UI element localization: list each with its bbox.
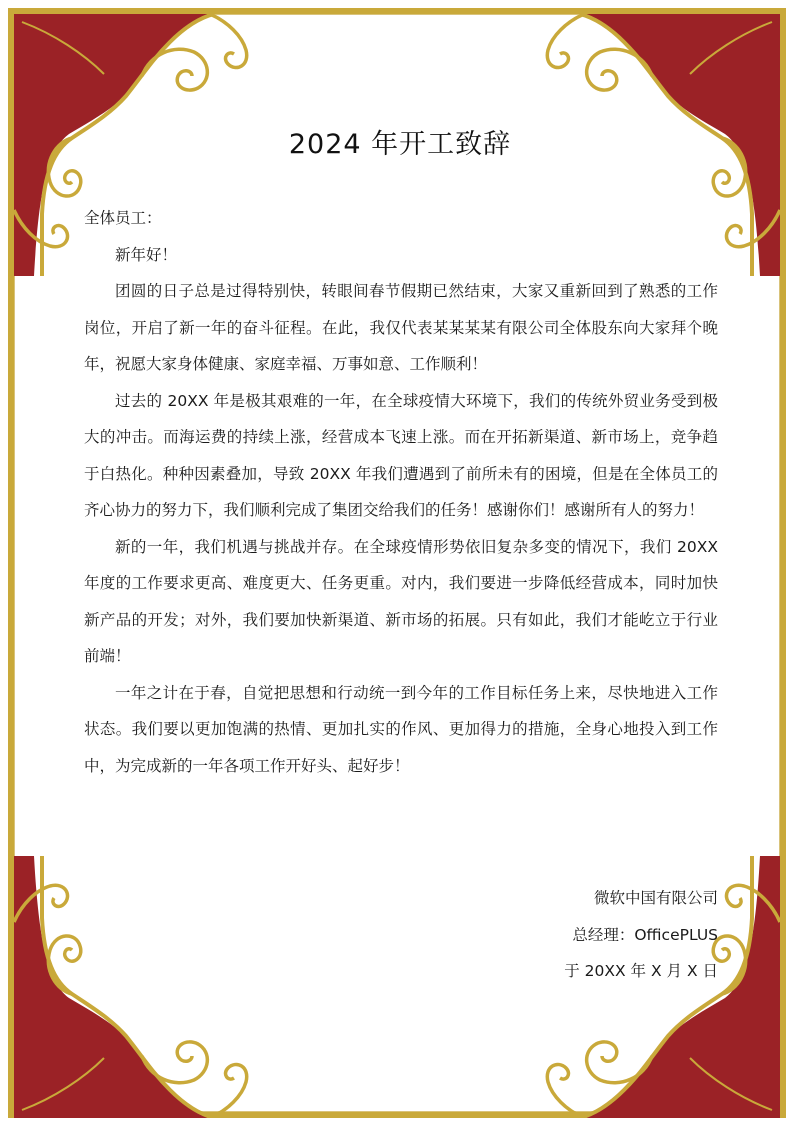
page-title: 2024 年开工致辞 bbox=[288, 129, 512, 160]
letter-body bbox=[84, 200, 718, 784]
signature-manager: 总经理：OfficePLUS bbox=[572, 925, 718, 944]
signature-date: 于 20XX 年 X 月 X 日 bbox=[564, 962, 718, 980]
paragraph: 新年好！ bbox=[115, 245, 178, 264]
paragraph: 一年之计在于春，自觉把思想和行动统一到今年的工作目标任务上来，尽快地进入工作状态。我们要以更加饱满的热情、更加扎实的作风、更加得力的措施，全身心地投入到工作中，为完成新的一年各项工作开好头、起好步！ bbox=[84, 683, 718, 775]
corner-ornament-icon bbox=[14, 856, 260, 1118]
paragraph: 过去的 20XX 年是极其艰难的一年，在全球疫情大环境下，我们的传统外贸业务受到极大的冲击。而海运费的持续上涨，经营成本飞速上涨。而在开拓新渠道、新市场上，竞争趋于白热化。种种因素叠加，导致 20XX 年我们遭遇到了前所未有的困境，但是在全体员工的齐心协力的努力下，我们顺利完成了集团交给我们的任务！感谢你们！感谢所有人的努力！ bbox=[84, 391, 718, 519]
greeting: 全体员工： bbox=[84, 209, 162, 227]
signature-company: 微软中国有限公司 bbox=[593, 889, 718, 907]
signature-block bbox=[564, 880, 718, 990]
paragraph: 新的一年，我们机遇与挑战并存。在全球疫情形势依旧复杂多变的情况下，我们 20XX 年度的工作要求更高、难度更大、任务更重。对内，我们要进一步降低经营成本，同时加快新产品的开发；对外，我们要加快新渠道、新市场的拓展。只有如此，我们才能屹立于行业前端！ bbox=[84, 537, 718, 665]
paragraph: 团圆的日子总是过得特别快，转眼间春节假期已然结束，大家又重新回到了熟悉的工作岗位，开启了新一年的奋斗征程。在此，我仅代表某某某某有限公司全体股东向大家拜个晚年，祝愿大家身体健康、家庭幸福、万事如意、工作顺利！ bbox=[84, 282, 718, 373]
